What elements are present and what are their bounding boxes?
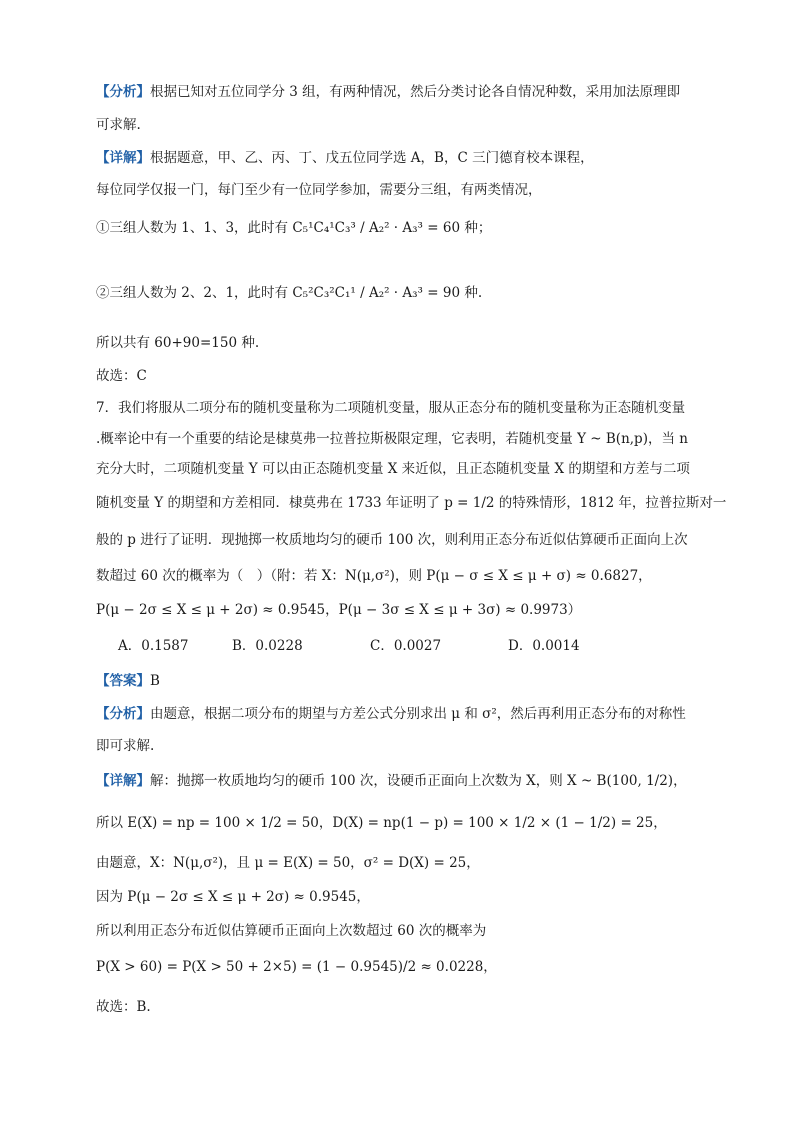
solution2-line-4: 因为 P(μ − 2σ ≤ X ≤ μ + 2σ) ≈ 0.9545， <box>96 889 370 905</box>
option-b: B．0.0228 <box>232 638 303 654</box>
solution2-tag: 【详解】 <box>96 773 150 789</box>
analysis2-line-2: 即可求解. <box>96 738 155 754</box>
case-two: ②三组人数为 2、2、1，此时有 C₅²C₃²C₁¹ / A₂² · A₃³ = 90 种. <box>96 285 483 301</box>
option-c: C．0.0027 <box>370 638 442 654</box>
question-7-line-4: 随机变量 Y 的期望和方差相同．棣莫弗在 1733 年证明了 p = 1/2 的特殊情形，1812 年，拉普拉斯对一 <box>96 495 727 511</box>
option-a: A．0.1587 <box>118 638 189 654</box>
case-one: ①三组人数为 1、1、3，此时有 C₅¹C₄¹C₃³ / A₂² · A₃³ = 60 种； <box>96 220 492 236</box>
question-7-line-6: 数超过 60 次的概率为（ ）（附：若 X：N(μ,σ²)，则 P(μ − σ ≤ X ≤ μ + σ) ≈ 0.6827， <box>96 568 652 584</box>
solution2-line-2: 所以 E(X) = np = 100 × 1/2 = 50，D(X) = np(1 − p) = 100 × 1/2 × (1 − 1/2) = 25， <box>96 815 667 831</box>
answer-value: B <box>150 673 160 689</box>
solution2-line-1: 【详解】解：抛掷一枚质地均匀的硬币 100 次，设硬币正面向上次数为 X，则 X ~ B(100, 1/2)， <box>96 773 687 789</box>
solution2-line-6: P(X > 60) = P(X > 50 + 2×5) = (1 − 0.9545)/2 ≈ 0.0228， <box>96 959 497 975</box>
choose-line-2: 故选：B. <box>96 999 151 1015</box>
question-7-line-3: 充分大时，二项随机变量 Y 可以由正态随机变量 X 来近似，且正态随机变量 X 的期望和方差与二项 <box>96 461 690 477</box>
total-line: 所以共有 60+90=150 种. <box>96 335 260 351</box>
answer-line <box>96 671 724 691</box>
question-7-line-1: 7．我们将服从二项分布的随机变量称为二项随机变量，服从正态分布的随机变量称为正态随机变量 <box>96 400 686 416</box>
solution-tag: 【详解】 <box>96 150 150 166</box>
analysis-tag: 【分析】 <box>96 84 150 100</box>
question-7-line-7: P(μ − 2σ ≤ X ≤ μ + 2σ) ≈ 0.9545，P(μ − 3σ ≤ X ≤ μ + 3σ) ≈ 0.9973） <box>96 602 582 618</box>
answer-tag: 【答案】 <box>96 673 150 689</box>
analysis2-tag: 【分析】 <box>96 706 150 722</box>
solution2-line-5: 所以利用正态分布近似估算硬币正面向上次数超过 60 次的概率为 <box>96 923 487 939</box>
solution2-line-3: 由题意，X：N(μ,σ²)，且 μ = E(X) = 50，σ² = D(X) = 25， <box>96 855 480 871</box>
analysis-line-2: 可求解. <box>96 117 141 133</box>
solution-line-2: 每位同学仅报一门，每门至少有一位同学参加，需要分三组，有两类情况， <box>96 182 542 198</box>
question-7-line-5: 般的 p 进行了证明．现抛掷一枚质地均匀的硬币 100 次，则利用正态分布近似估算硬币正面向上次 <box>96 532 688 548</box>
option-d: D．0.0014 <box>508 638 580 654</box>
choose-line-1: 故选：C <box>96 368 147 384</box>
analysis-line-1: 【分析】根据已知对五位同学分 3 组，有两种情况，然后分类讨论各自情况种数，采用加法原理即 <box>96 84 681 100</box>
question-7-line-2: .概率论中有一个重要的结论是棣莫弗一拉普拉斯极限定理，它表明，若随机变量 Y ~ B(n,p)，当 n <box>96 431 688 447</box>
solution-line-1: 【详解】根据题意，甲、乙、丙、丁、戊五位同学选 A，B，C 三门德育校本课程， <box>96 150 594 166</box>
analysis2-line-1: 【分析】由题意，根据二项分布的期望与方差公式分别求出 μ 和 σ²，然后再利用正态分布的对称性 <box>96 706 686 722</box>
